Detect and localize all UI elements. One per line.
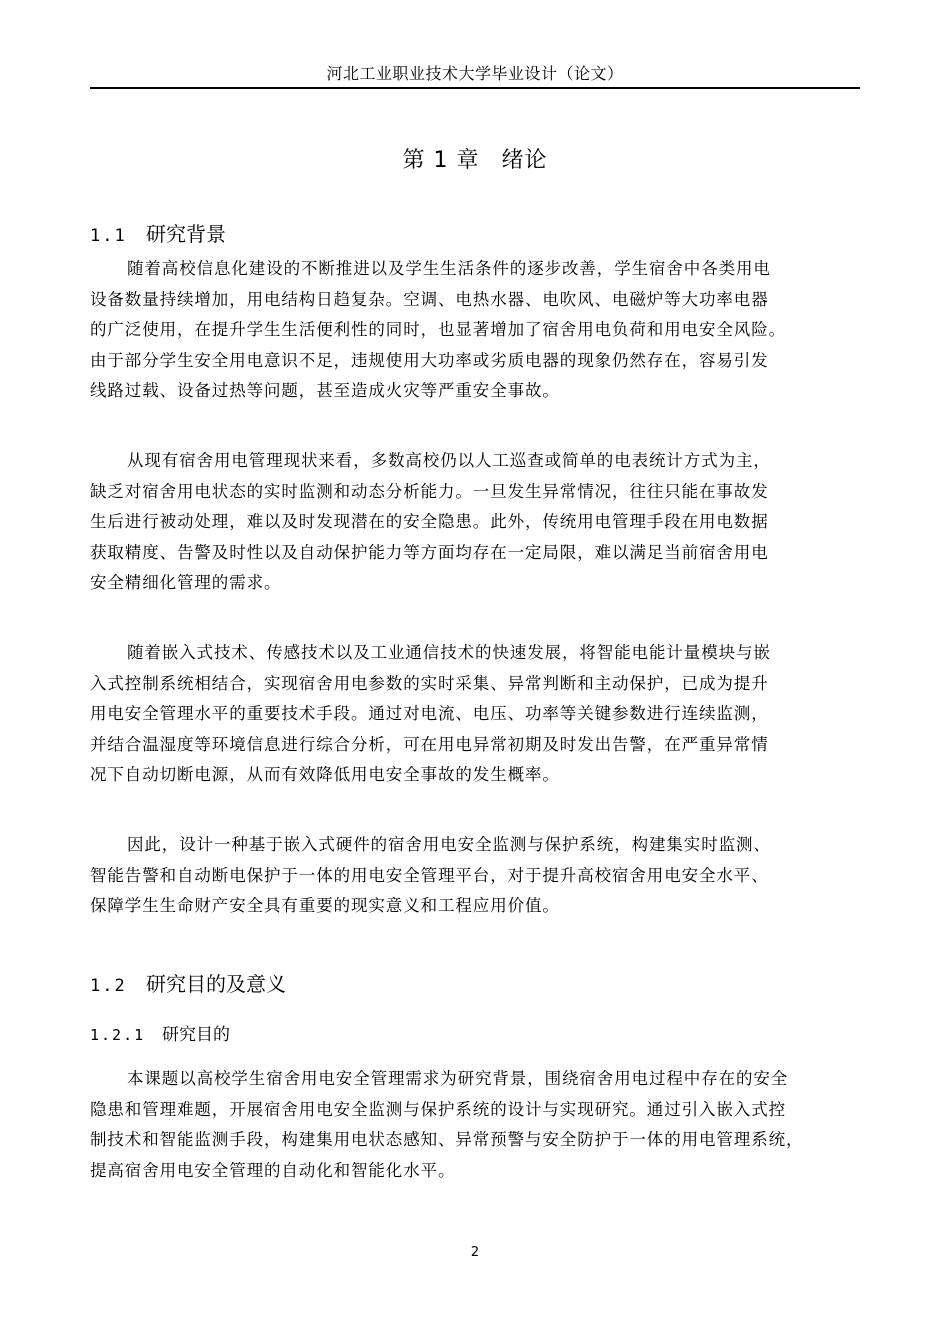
paragraph [90, 446, 865, 599]
text-line: 提高宿舍用电安全管理的自动化和智能化水平。 [90, 1160, 456, 1180]
text-line: 缺乏对宿舍用电状态的实时监测和动态分析能力。一旦发生异常情况，往往只能在事故发 [90, 481, 769, 501]
chapter-name: 绪论 [501, 148, 548, 173]
text-line: 从现有宿舍用电管理现状来看，多数高校仍以人工巡查或简单的电表统计方式为主， [127, 451, 771, 470]
running-header: 河北工业职业技术大学毕业设计（论文） [326, 64, 624, 83]
text-line: 并结合温湿度等环境信息进行综合分析，可在用电异常初期及时发出告警，在严重异常情 [90, 734, 769, 754]
text-line: 线路过载、设备过热等问题，甚至造成火灾等严重安全事故。 [90, 381, 560, 400]
text-line: 随着嵌入式技术、传感技术以及工业通信技术的快速发展，将智能电能计量模块与嵌 [127, 643, 771, 662]
subsection-number: 1.2.1 [90, 1026, 146, 1044]
text-line: 的广泛使用，在提升学生生活便利性的同时，也显著增加了宿舍用电负荷和用电安全风险。 [90, 320, 786, 339]
text-line: 况下自动切断电源，从而有效降低用电安全事故的发生概率。 [90, 765, 560, 784]
section-heading-1-2 [90, 970, 286, 1000]
text-line: 智能告警和自动断电保护于一体的用电安全管理平台，对于提升高校宿舍用电安全水平、 [90, 865, 769, 885]
text-line: 获取精度、告警及时性以及自动保护能力等方面均存在一定局限，难以满足当前宿舍用电 [90, 542, 769, 562]
text-line: 隐患和管理难题，开展宿舍用电安全监测与保护系统的设计与实现研究。通过引入嵌入式控 [90, 1099, 786, 1119]
chapter-title [0, 146, 950, 176]
paragraph [90, 254, 865, 407]
chapter-number: 第 1 章 [402, 148, 480, 173]
text-line: 用电安全管理水平的重要技术手段。通过对电流、电压、功率等关键参数进行连续监测， [90, 704, 769, 723]
section-number: 1.1 [90, 226, 127, 246]
section-title: 研究目的及意义 [146, 972, 286, 996]
section-title: 研究背景 [146, 222, 226, 246]
section-heading-1-1 [90, 220, 226, 250]
text-line: 制技术和智能监测手段，构建集用电状态感知、异常预警与安全防护于一体的用电管理系统， [90, 1130, 804, 1149]
paragraph [90, 830, 865, 922]
header-rule [90, 87, 860, 89]
text-line: 安全精细化管理的需求。 [90, 573, 282, 592]
text-line: 设备数量持续增加，用电结构日趋复杂。空调、电热水器、电吹风、电磁炉等大功率电器 [90, 289, 769, 309]
text-line: 随着高校信息化建设的不断推进以及学生生活条件的逐步改善，学生宿舍中各类用电 [127, 259, 771, 278]
text-line: 生后进行被动处理，难以及时发现潜在的安全隐患。此外，传统用电管理手段在用电数据 [90, 512, 769, 531]
subsection-title: 研究目的 [162, 1025, 230, 1045]
text-line: 由于部分学生安全用电意识不足，违规使用大功率或劣质电器的现象仍然存在，容易引发 [90, 350, 769, 370]
subsection-heading-1-2-1 [90, 1022, 230, 1048]
text-line: 本课题以高校学生宿舍用电安全管理需求为研究背景，围绕宿舍用电过程中存在的安全 [127, 1069, 789, 1088]
text-line: 因此，设计一种基于嵌入式硬件的宿舍用电安全监测与保护系统，构建集实时监测、 [127, 835, 771, 854]
paragraph [90, 1064, 865, 1186]
text-line: 保障学生生命财产安全具有重要的现实意义和工程应用价值。 [90, 896, 560, 915]
paragraph [90, 638, 865, 791]
section-number: 1.2 [90, 976, 127, 996]
page-number: 2 [470, 1245, 480, 1260]
text-line: 入式控制系统相结合，实现宿舍用电参数的实时采集、异常判断和主动保护，已成为提升 [90, 673, 769, 693]
